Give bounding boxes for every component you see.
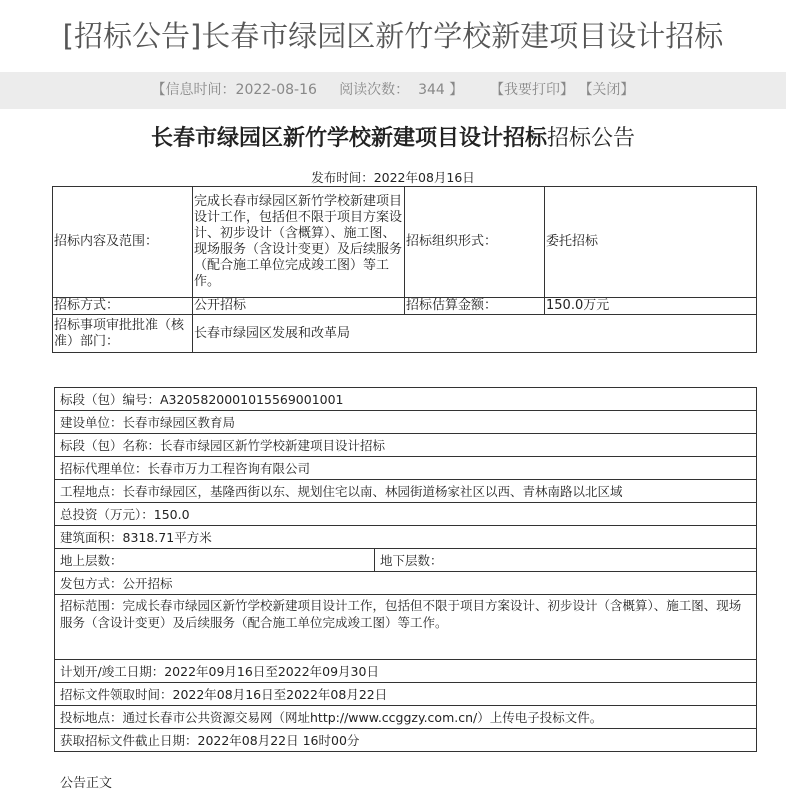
- investment: 总投资（万元）：150.0: [55, 503, 757, 526]
- approval-value: 长春市绿园区发展和改革局: [193, 315, 757, 353]
- budget-value: 150.0万元: [545, 298, 757, 315]
- page-title: [招标公告]长春市绿园区新竹学校新建项目设计招标: [62, 19, 724, 53]
- scope-value: 完成长春市绿园区新竹学校新建项目设计工作，包括但不限于项目方案设计、初步设计（含概算）、施工图、现场服务（含设计变更）及后续服务（配合施工单位完成竣工图）等工作。: [193, 187, 405, 298]
- method-value: 公开招标: [193, 298, 405, 315]
- notice-title-main: 长春市绿园区新竹学校新建项目设计招标: [150, 126, 547, 151]
- detail-table: [54, 387, 757, 752]
- location: 工程地点：长春市绿园区，基隆西街以东、规划住宅以南、林园街道杨家社区以西、青林南路以北区域: [55, 480, 757, 503]
- read-count: 阅读次数： 344 】: [339, 82, 464, 98]
- org-label: 招标组织形式：: [405, 187, 545, 298]
- bid-place: 投标地点：通过长春市公共资源交易网（网址http://www.ccggzy.com.cn/）上传电子投标文件。: [55, 706, 757, 729]
- notice-title-suffix: 招标公告: [547, 126, 636, 151]
- floors-above: 地上层数：: [55, 549, 375, 572]
- plan-date: 计划开/竣工日期：2022年09月16日至2022年09月30日: [55, 660, 757, 683]
- publish-time: 发布时间：2022年08月16日: [311, 170, 475, 185]
- notice-title: [0, 121, 786, 152]
- info-time: 【信息时间：2022-08-16: [151, 82, 317, 98]
- builder: 建设单位：长春市绿园区教育局: [55, 411, 757, 434]
- close-link[interactable]: 【关闭】: [578, 82, 635, 98]
- approval-label: 招标事项审批批准（核准）部门：: [53, 315, 193, 353]
- info-bar: [0, 72, 786, 109]
- print-link[interactable]: 【我要打印】: [489, 82, 574, 98]
- method-label: 招标方式：: [53, 298, 193, 315]
- agent: 招标代理单位：长春市万力工程咨询有限公司: [55, 457, 757, 480]
- area: 建筑面积：8318.71平方米: [55, 526, 757, 549]
- section-name: 标段（包）名称：长春市绿园区新竹学校新建项目设计招标: [55, 434, 757, 457]
- doc-deadline: 获取招标文件截止日期：2022年08月22日 16时00分: [55, 729, 757, 752]
- org-value: 委托招标: [545, 187, 757, 298]
- doc-time: 招标文件领取时间：2022年08月16日至2022年08月22日: [55, 683, 757, 706]
- scope-label: 招标内容及范围：: [53, 187, 193, 298]
- notice-body-heading: 公告正文: [60, 776, 113, 791]
- contract-method: 发包方式：公开招标: [55, 572, 757, 595]
- scope-detail: 招标范围：完成长春市绿园区新竹学校新建项目设计工作，包括但不限于项目方案设计、初步设计（含概算）、施工图、现场服务（含设计变更）及后续服务（配合施工单位完成竣工图）等工作。: [55, 595, 757, 660]
- budget-label: 招标估算金额：: [405, 298, 545, 315]
- summary-table: [52, 186, 757, 353]
- section-no: 标段（包）编号：A3205820001015569001001: [55, 388, 757, 411]
- floors-below: 地下层数：: [375, 549, 757, 572]
